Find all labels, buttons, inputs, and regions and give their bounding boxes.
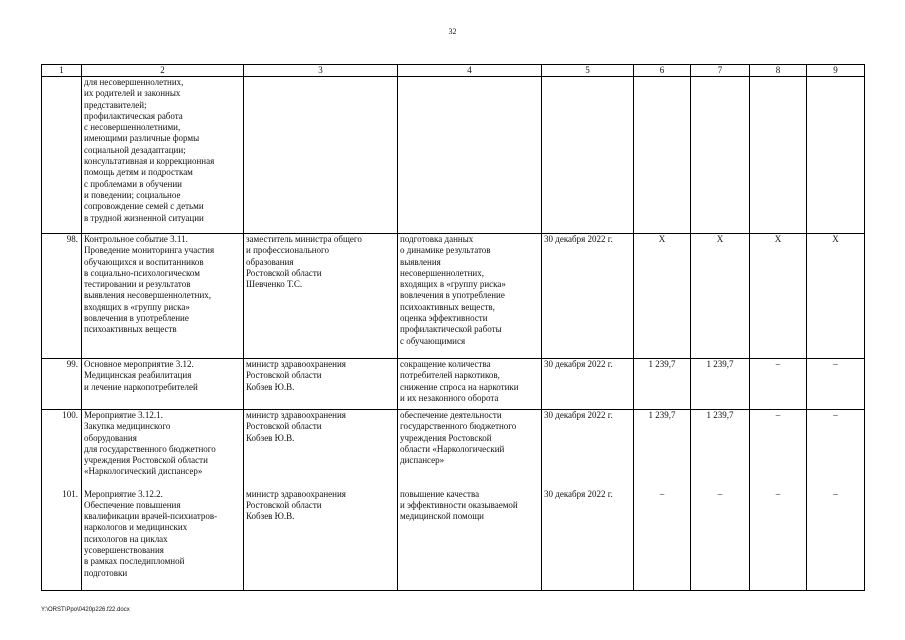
page-number: 32 — [448, 27, 457, 36]
col-header: 5 — [542, 65, 634, 77]
col-header: 2 — [82, 65, 244, 77]
value-cell: Х — [750, 234, 807, 359]
responsible-cell: министр здравоохранения Ростовской области Кобзев Ю.В. — [244, 359, 398, 410]
col-header: 9 — [807, 65, 865, 77]
table-row — [42, 234, 865, 359]
deadline-cell: 30 декабря 2022 г. — [542, 359, 634, 410]
col-header: 1 — [42, 65, 82, 77]
col-header: 7 — [691, 65, 750, 77]
col-header: 8 — [750, 65, 807, 77]
value-cell: Х — [807, 234, 865, 359]
file-path-footer: Y:\ORST\Ppo\0420p226.f22.docx — [41, 607, 130, 613]
value-cell — [634, 77, 691, 234]
value-cell: 1 239,7 — [634, 359, 691, 410]
row-number: 98. — [42, 234, 82, 359]
value-cell: 1 239,7 — [691, 359, 750, 410]
value-cell: – — [750, 359, 807, 410]
value-cell: – — [750, 489, 807, 591]
row-number: 100. — [42, 410, 82, 489]
result-cell: сокращение количества потребителей наркотиков, снижение спроса на наркотики и их незаконного оборота — [398, 359, 542, 410]
table-row — [42, 359, 865, 410]
measure-cell: Мероприятие 3.12.1. Закупка медицинского оборудования для государственного бюджетного учреждения Ростовской области «Наркологический диспансер» — [82, 410, 244, 489]
value-cell — [691, 77, 750, 234]
value-cell: 1 239,7 — [634, 410, 691, 489]
row-number: 101. — [42, 489, 82, 591]
table-row — [42, 410, 865, 489]
value-cell — [807, 77, 865, 234]
deadline-cell: 30 декабря 2022 г. — [542, 489, 634, 591]
col-header: 4 — [398, 65, 542, 77]
row-number: 99. — [42, 359, 82, 410]
result-cell: обеспечение деятельности государственного бюджетного учреждения Ростовской области «Наркологический диспансер» — [398, 410, 542, 489]
plan-table — [41, 64, 865, 591]
value-cell: – — [807, 410, 865, 489]
col-header: 6 — [634, 65, 691, 77]
measure-cell: Мероприятие 3.12.2. Обеспечение повышения квалификации врачей-психиатров- наркологов и медицинских психологов на циклах усовершенствования в рамках последипломной подготовки — [82, 489, 244, 591]
deadline-cell: 30 декабря 2022 г. — [542, 234, 634, 359]
deadline-cell: 30 декабря 2022 г. — [542, 410, 634, 489]
value-cell: – — [691, 489, 750, 591]
responsible-cell — [244, 77, 398, 234]
measure-cell: Основное мероприятие 3.12. Медицинская реабилитация и лечение наркопотребителей — [82, 359, 244, 410]
result-cell: подготовка данных о динамике результатов выявления несовершеннолетних, входящих в «группу риска» вовлечения в употребление психоактивных веществ, оценка эффективности профилактической работы с обучающимися — [398, 234, 542, 359]
deadline-cell — [542, 77, 634, 234]
value-cell: – — [807, 359, 865, 410]
value-cell: Х — [691, 234, 750, 359]
value-cell: – — [634, 489, 691, 591]
result-cell — [398, 77, 542, 234]
responsible-cell: заместитель министра общего и профессионального образования Ростовской области Шевченко Т.С. — [244, 234, 398, 359]
measure-cell: Контрольное событие 3.11. Проведение мониторинга участия обучающихся и воспитанников в социально-психологическом тестировании и результатов выявления несовершеннолетних, входящих в «группу риска» вовлечения в употребление психоактивных веществ — [82, 234, 244, 359]
col-header: 3 — [244, 65, 398, 77]
result-cell: повышение качества и эффективности оказываемой медицинской помощи — [398, 489, 542, 591]
value-cell: Х — [634, 234, 691, 359]
value-cell — [750, 77, 807, 234]
responsible-cell: министр здравоохранения Ростовской области Кобзев Ю.В. — [244, 410, 398, 489]
responsible-cell: министр здравоохранения Ростовской области Кобзев Ю.В. — [244, 489, 398, 591]
value-cell: 1 239,7 — [691, 410, 750, 489]
table-row — [42, 77, 865, 234]
value-cell: – — [750, 410, 807, 489]
table-row — [42, 489, 865, 591]
row-number — [42, 77, 82, 234]
value-cell: – — [807, 489, 865, 591]
measure-cell: для несовершеннолетних, их родителей и законных представителей; профилактическая работа с несовершеннолетними, имеющими различные формы социальной дезадаптации; консультативная и коррекционная помощь детям и подросткам с проблемами в обучении и поведении; социальное сопровождение семей с детьми в трудной жизненной ситуации — [82, 77, 244, 234]
table-header-row — [42, 65, 865, 77]
